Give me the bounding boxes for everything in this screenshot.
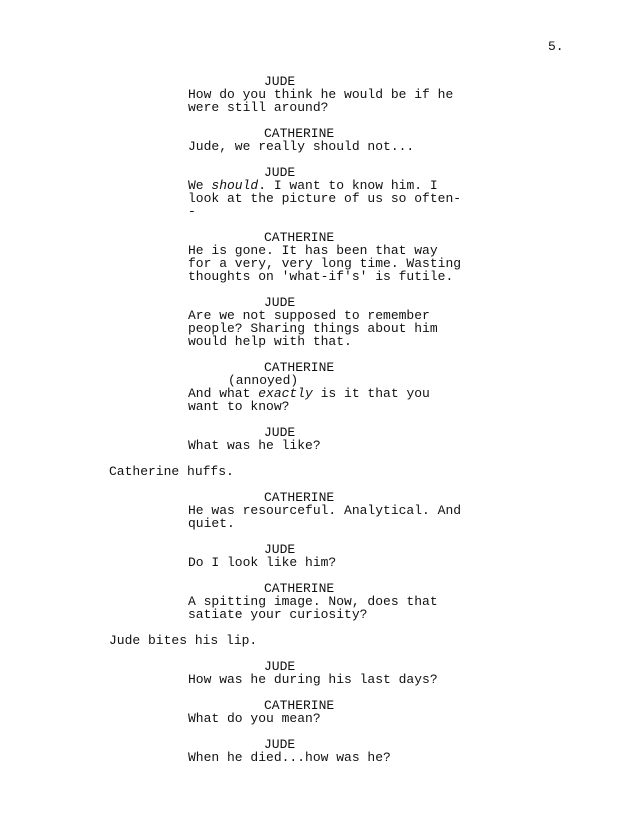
dialogue-block xyxy=(0,127,638,153)
character-name: CATHERINE xyxy=(264,490,335,505)
dialogue-text: We xyxy=(188,178,212,193)
dialogue-text: Are we not supposed to remember xyxy=(188,308,430,323)
dialogue-line xyxy=(0,205,458,218)
dialogue-line xyxy=(0,101,458,114)
character-name: CATHERINE xyxy=(264,230,335,245)
dialogue-block xyxy=(0,296,638,348)
dialogue-text: He was resourceful. Analytical. And xyxy=(188,503,462,518)
dialogue-block xyxy=(0,426,638,452)
dialogue-text: How was he during his last days? xyxy=(188,672,438,687)
character-name: JUDE xyxy=(264,659,296,674)
dialogue-text: would help with that. xyxy=(188,334,352,349)
dialogue-text: satiate your curiosity? xyxy=(188,607,368,622)
character-name: JUDE xyxy=(264,425,296,440)
dialogue-line xyxy=(0,751,458,764)
dialogue-line xyxy=(0,556,458,569)
dialogue-block xyxy=(0,491,638,530)
dialogue-text: . I want to know him. I xyxy=(258,178,438,193)
dialogue-text: were still around? xyxy=(188,100,329,115)
dialogue-block xyxy=(0,699,638,725)
character-name: JUDE xyxy=(264,295,296,310)
character-name: CATHERINE xyxy=(264,360,335,375)
dialogue-block xyxy=(0,543,638,569)
action-block xyxy=(0,634,638,647)
dialogue-line xyxy=(0,439,458,452)
dialogue-text: When he died...how was he? xyxy=(188,750,391,765)
dialogue-line xyxy=(0,712,458,725)
dialogue-line xyxy=(0,517,458,530)
dialogue-block xyxy=(0,738,638,764)
parenthetical: (annoyed) xyxy=(228,373,299,388)
dialogue-text: for a very, very long time. Wasting xyxy=(188,256,462,271)
dialogue-block xyxy=(0,231,638,283)
page-number: 5. xyxy=(548,39,564,54)
dialogue-line xyxy=(0,335,458,348)
dialogue-block xyxy=(0,166,638,218)
character-name: CATHERINE xyxy=(264,126,335,141)
dialogue-text: look at the picture of us so often- xyxy=(188,191,462,206)
dialogue-text: Do I look like him? xyxy=(188,555,337,570)
screenplay-body xyxy=(0,75,638,777)
emphasized-text: exactly xyxy=(258,386,313,401)
dialogue-text: is it that you xyxy=(312,386,430,401)
character-name: CATHERINE xyxy=(264,581,335,596)
dialogue-block xyxy=(0,361,638,413)
dialogue-block xyxy=(0,660,638,686)
action-line: Catherine huffs. xyxy=(109,464,234,479)
action-line: Jude bites his lip. xyxy=(109,633,258,648)
dialogue-text: want to know? xyxy=(188,399,290,414)
dialogue-line xyxy=(0,140,458,153)
character-name: JUDE xyxy=(264,542,296,557)
emphasized-text: should xyxy=(211,178,259,193)
dialogue-text: - xyxy=(188,204,196,219)
dialogue-text: What do you mean? xyxy=(188,711,321,726)
action-block xyxy=(0,465,638,478)
dialogue-text: quiet. xyxy=(188,516,235,531)
dialogue-line xyxy=(0,270,458,283)
dialogue-text: people? Sharing things about him xyxy=(188,321,438,336)
character-name: JUDE xyxy=(264,74,296,89)
dialogue-line xyxy=(0,673,458,686)
dialogue-text: thoughts on 'what-if's' is futile. xyxy=(188,269,454,284)
dialogue-text: A spitting image. Now, does that xyxy=(188,594,438,609)
character-name: JUDE xyxy=(264,165,296,180)
character-name: CATHERINE xyxy=(264,698,335,713)
character-name: JUDE xyxy=(264,737,296,752)
dialogue-text: He is gone. It has been that way xyxy=(188,243,438,258)
dialogue-line xyxy=(0,608,458,621)
dialogue-line xyxy=(0,400,458,413)
dialogue-text: Jude, we really should not... xyxy=(188,139,415,154)
dialogue-text: What was he like? xyxy=(188,438,321,453)
dialogue-text: How do you think he would be if he xyxy=(188,87,454,102)
dialogue-block xyxy=(0,75,638,114)
dialogue-block xyxy=(0,582,638,621)
dialogue-line xyxy=(0,191,462,206)
dialogue-text: And what xyxy=(188,386,259,401)
